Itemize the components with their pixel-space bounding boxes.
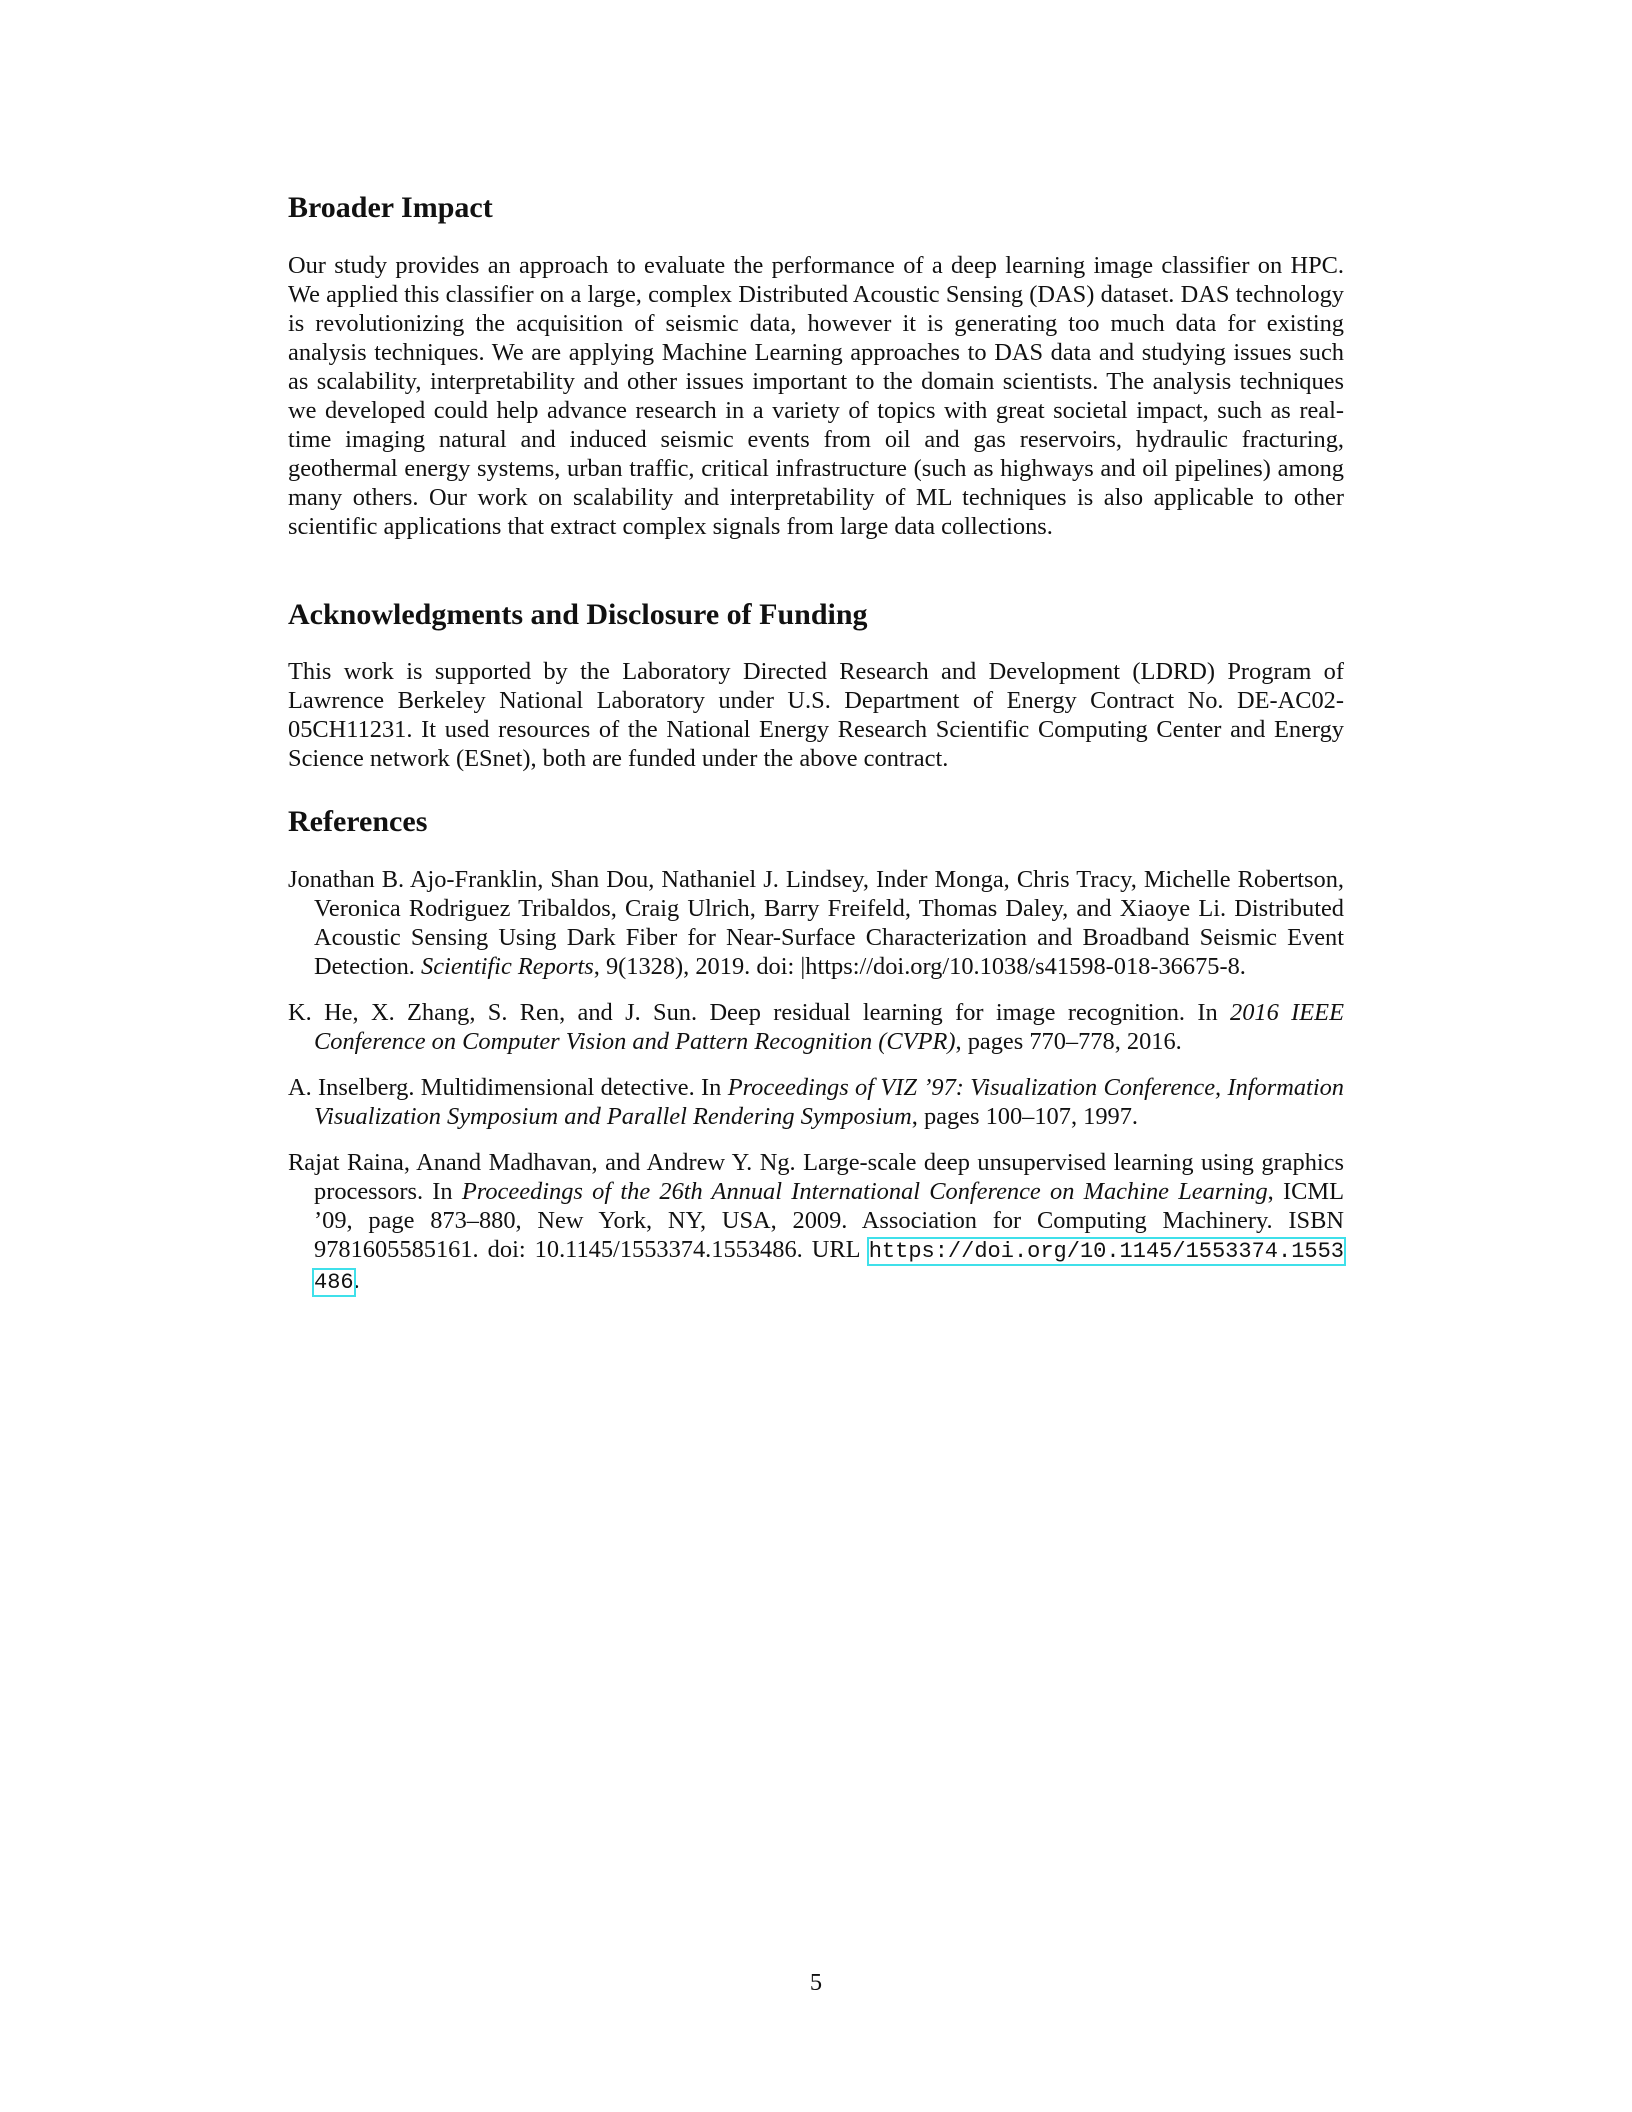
acknowledgments-heading: Acknowledgments and Disclosure of Funding bbox=[288, 598, 868, 631]
page-number: 5 bbox=[809, 1969, 823, 1996]
broader-impact-heading: Broader Impact bbox=[288, 191, 493, 224]
broader-impact-text: Our study provides an approach to evaluate the performance of a deep learning image classifier on HPC. We applied this classifier on a large, complex Distributed Acoustic Sensing (DAS) dataset. DAS technology is revolutionizing the acquisition of seismic data, however it is generating too much data for existing analysis techniques. We are applying Machine Learning approaches to DAS data and studying issues such as scalability, interpretability and other issues important to the domain scientists. The analysis techniques we developed could help advance research in a variety of topics with great societal impact, such as real-time imaging natural and induced seismic events from oil and gas reservoirs, hydraulic fracturing, geothermal energy systems, urban traffic, critical infrastructure (such as highways and oil pipelines) among many others. Our work on scalability and interpretability of ML techniques is also applicable to other scientific applications that extract complex signals from large data collections. bbox=[288, 252, 1344, 540]
reference-doi-link[interactable]: https://doi.org/10.1145/1553374.1553486 bbox=[314, 1239, 1344, 1295]
broader-impact-section bbox=[288, 190, 1344, 541]
acknowledgments-text: This work is supported by the Laboratory Directed Research and Development (LDRD) Program of Lawrence Berkeley National Laboratory under U.S. Department of Energy Contract No. DE-AC02-05CH11231. It used resources of the National Energy Research Scientific Computing Center and Energy Science network (ESnet), both are funded under the above contract. bbox=[288, 658, 1344, 772]
references-heading: References bbox=[288, 805, 428, 838]
reference-item: A. Inselberg. Multidimensional detective. In Proceedings of VIZ ’97: Visualization Conference, Information Visualization Symposium and Parallel Rendering Symposium, pages 100–107, 1997. bbox=[288, 1074, 1345, 1130]
reference-item: K. He, X. Zhang, S. Ren, and J. Sun. Deep residual learning for image recognition. In 2016 IEEE Conference on Computer Vision and Pattern Recognition (CVPR), pages 770–778, 2016. bbox=[288, 999, 1344, 1055]
references-section bbox=[288, 804, 1344, 1314]
reference-item: Rajat Raina, Anand Madhavan, and Andrew Y. Ng. Large-scale deep unsupervised learning using graphics processors. In Proceedings of the 26th Annual International Conference on Machine Learning, ICML ’09, page 873–880, New York, NY, USA, 2009. Association for Computing Machinery. ISBN 9781605585161. doi: 10.1145/1553374.1553486. URL https://doi.org/10.1145/1553374.1553486. bbox=[288, 1149, 1344, 1295]
reference-item: Jonathan B. Ajo-Franklin, Shan Dou, Nathaniel J. Lindsey, Inder Monga, Chris Tracy, Michelle Robertson, Veronica Rodriguez Tribaldos, Craig Ulrich, Barry Freifeld, Thomas Daley, and Xiaoye Li. Distributed Acoustic Sensing Using Dark Fiber for Near-Surface Characterization and Broadband Seismic Event Detection. Scientific Reports, 9(1328), 2019. doi: |https://doi.org/10.1038/s41598-018-36675-8. bbox=[288, 866, 1344, 980]
reference-list bbox=[288, 865, 1344, 1297]
acknowledgments-section bbox=[288, 597, 1344, 773]
